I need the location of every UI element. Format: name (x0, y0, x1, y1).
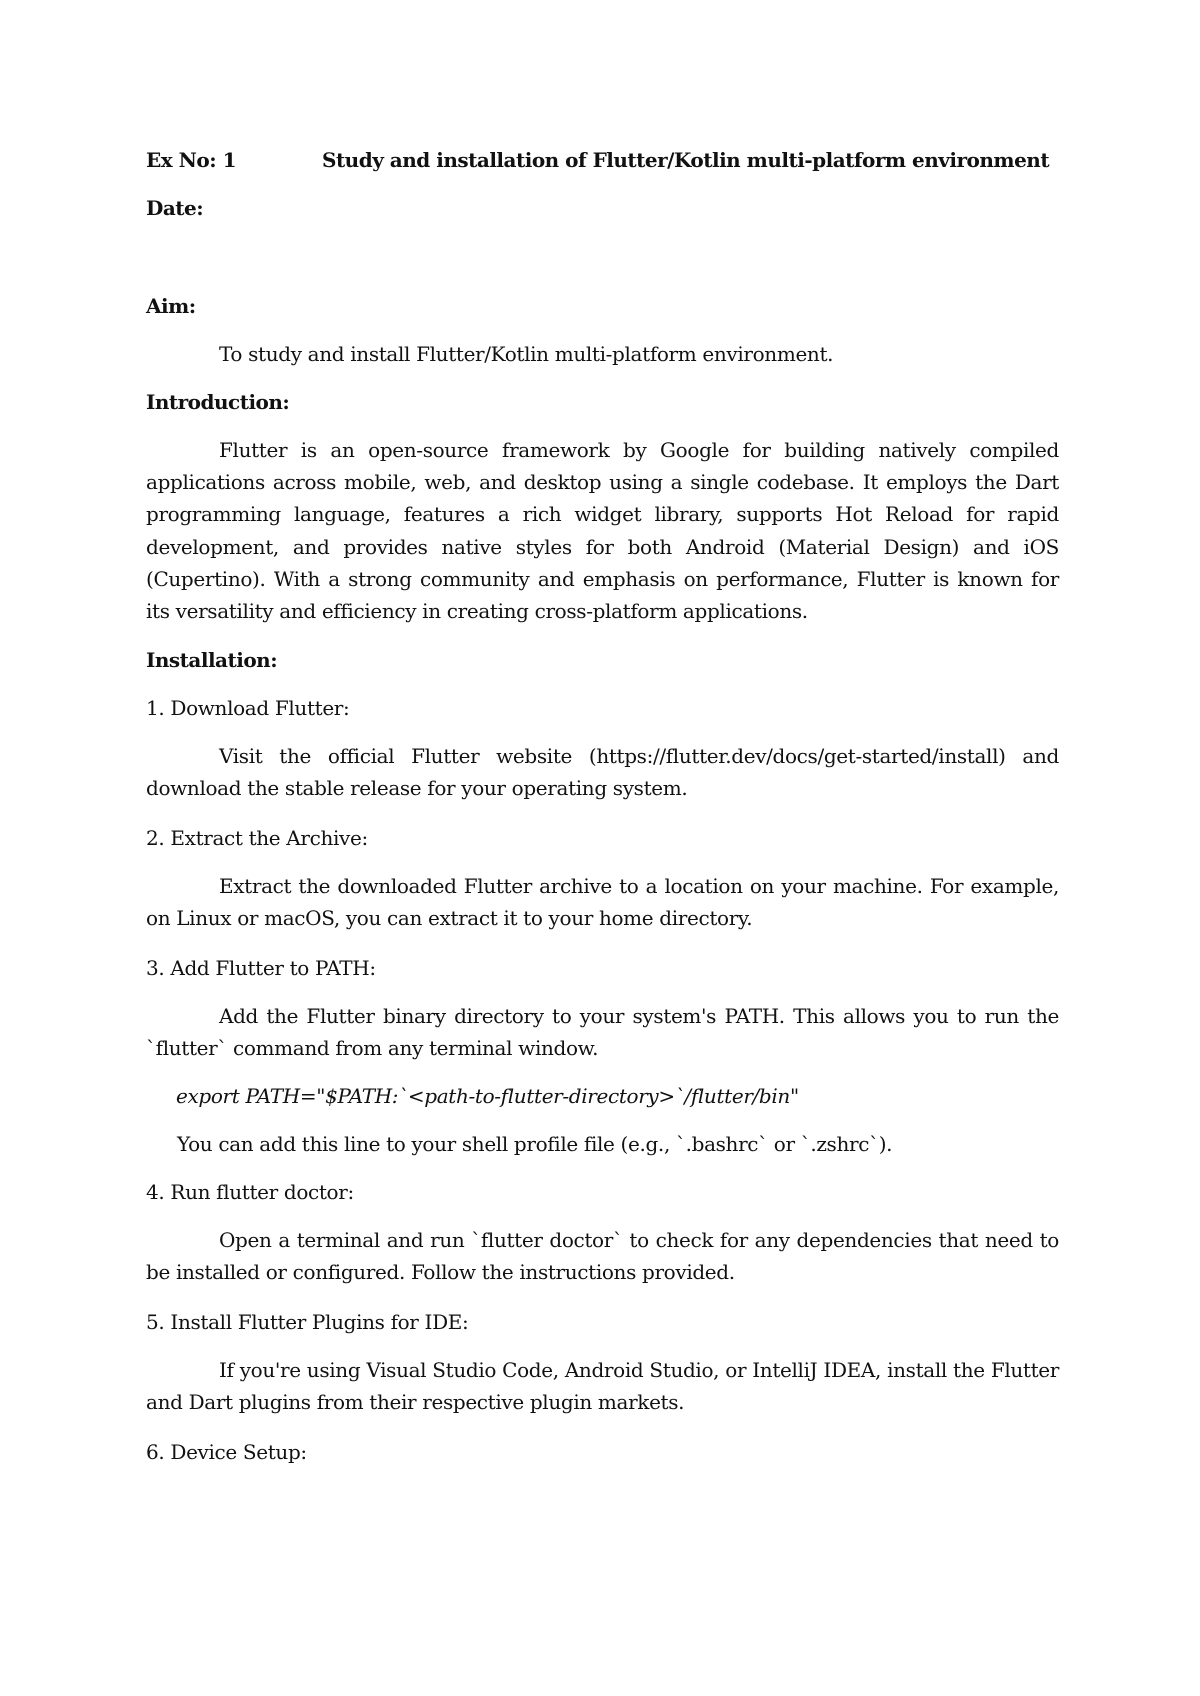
step-5-text: If you're using Visual Studio Code, Android Studio, or IntelliJ IDEA, install the Flutter and Dart plugins from their respective plugin markets. (146, 1358, 1059, 1415)
step-2-text: Extract the downloaded Flutter archive to a location on your machine. For example, on Linux or macOS, you can extract it to your home directory. (146, 874, 1059, 931)
path-export-command: export PATH="$PATH:`<path-to-flutter-directory>`/flutter/bin" (176, 1084, 799, 1108)
step-4-title: 4. Run flutter doctor: (146, 1180, 354, 1204)
step-1-title: 1. Download Flutter: (146, 696, 350, 720)
step-4-text: Open a terminal and run `flutter doctor` to check for any dependencies that need to be installed or configured. Follow the instructions provided. (146, 1228, 1059, 1285)
date-label: Date: (146, 196, 204, 220)
introduction-text: Flutter is an open-source framework by Google for building natively compiled applications across mobile, web, and desktop using a single codebase. It employs the Dart programming language, features a rich widget library, supports Hot Reload for rapid development, and provides native styles for both Android (Material Design) and iOS (Cupertino). With a strong community and emphasis on performance, Flutter is known for its versatility and efficiency in creating cross-platform applications. (146, 438, 1059, 624)
introduction-heading: Introduction: (146, 390, 290, 414)
aim-text: To study and install Flutter/Kotlin multi-platform environment. (219, 342, 834, 366)
step-3-note: You can add this line to your shell profile file (e.g., `.bashrc` or `.zshrc`). (177, 1132, 893, 1156)
step-3-title: 3. Add Flutter to PATH: (146, 956, 376, 980)
step-1-text: Visit the official Flutter website (https://flutter.dev/docs/get-started/install) and download the stable release for your operating system. (146, 744, 1059, 801)
aim-heading: Aim: (146, 294, 196, 318)
document-title: Study and installation of Flutter/Kotlin multi-platform environment (322, 148, 1050, 172)
installation-heading: Installation: (146, 648, 278, 672)
step-2-title: 2. Extract the Archive: (146, 826, 368, 850)
step-6-title: 6. Device Setup: (146, 1440, 307, 1464)
step-3-text: Add the Flutter binary directory to your system's PATH. This allows you to run the `flutter` command from any terminal window. (146, 1004, 1059, 1061)
step-5-title: 5. Install Flutter Plugins for IDE: (146, 1310, 469, 1334)
ex-number: Ex No: 1 (146, 148, 237, 172)
